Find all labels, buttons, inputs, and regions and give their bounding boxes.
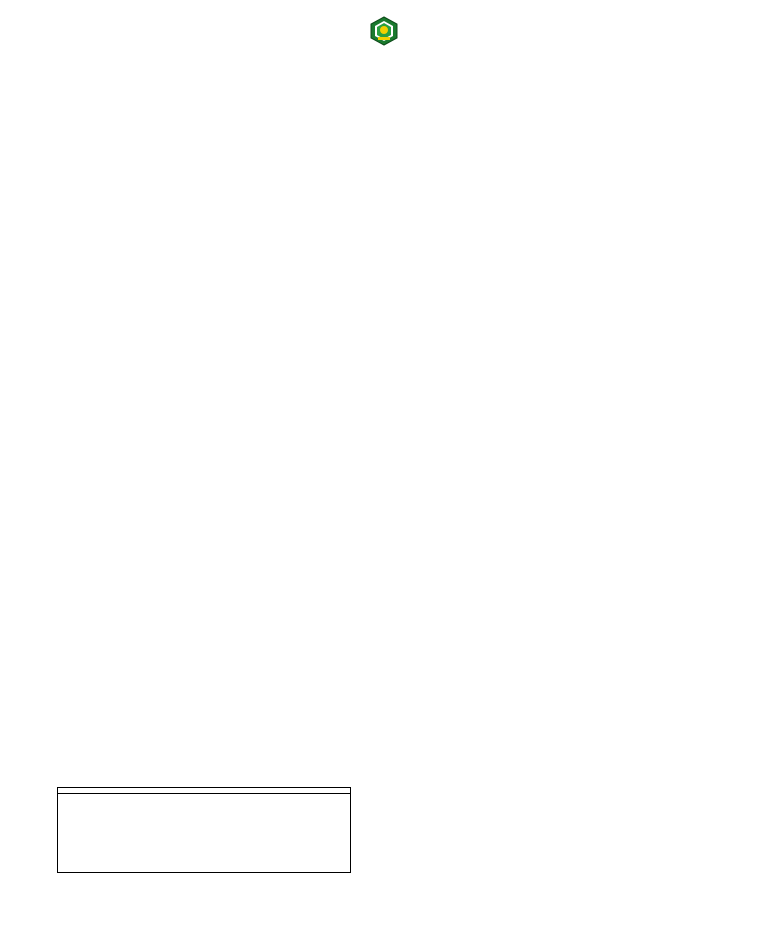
kemenag-logo [369, 16, 399, 46]
semester-info [57, 86, 83, 92]
teacher-code-box [57, 787, 351, 873]
school-info [57, 79, 83, 85]
teacher-code-title [58, 788, 350, 794]
